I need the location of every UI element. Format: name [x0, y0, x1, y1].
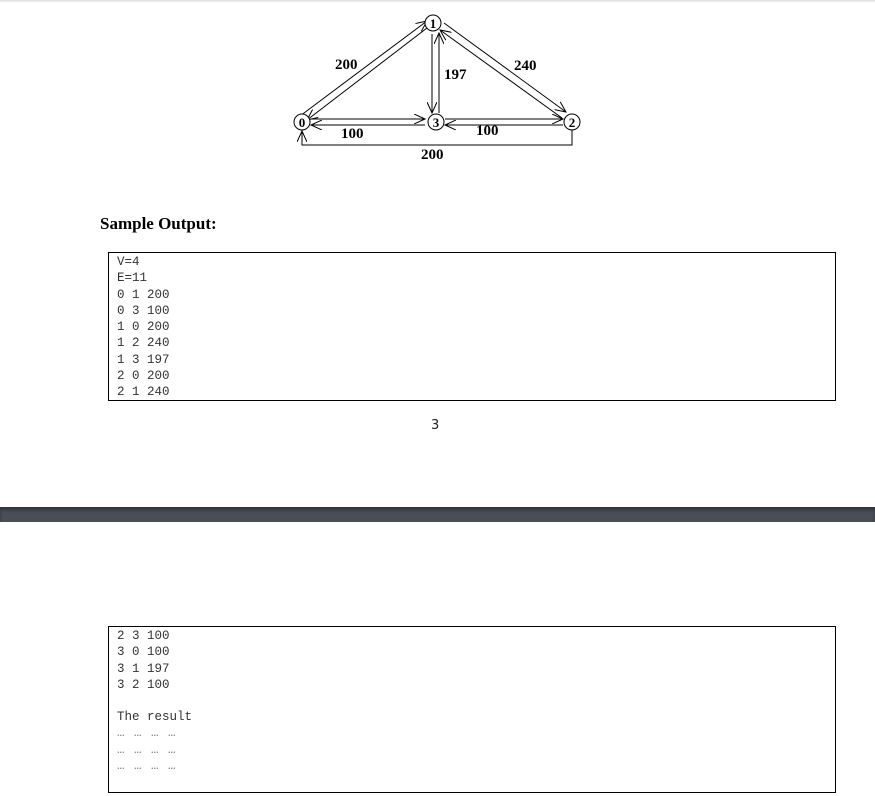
result-placeholder: … … … …	[117, 726, 177, 741]
output-line: 1 0 200	[117, 320, 170, 335]
output-line: 3 0 100	[117, 645, 170, 660]
node-3-label: 3	[432, 115, 440, 130]
node-0-label: 0	[298, 115, 306, 130]
edge-label-2-0: 200	[421, 147, 444, 163]
sample-output-box-part1	[108, 252, 836, 401]
edge-label-1-2: 240	[514, 58, 537, 74]
edge-label-0-1: 200	[335, 57, 358, 73]
node-2-label: 2	[568, 115, 576, 130]
result-placeholder: … … … …	[117, 742, 177, 757]
edge-0-1	[300, 21, 427, 116]
sample-output-heading: Sample Output:	[100, 214, 217, 233]
output-line: 3 1 197	[117, 661, 170, 676]
sample-output-box-part2	[108, 626, 836, 793]
output-line: 2 1 240	[117, 385, 170, 400]
blank-line	[117, 693, 835, 709]
graph-diagram	[0, 0, 875, 200]
page-number: 3	[431, 418, 440, 433]
output-line: 2 0 200	[117, 369, 170, 384]
output-line: 3 2 100	[117, 677, 170, 692]
node-0	[294, 114, 310, 130]
edge-label-1-3: 197	[444, 67, 467, 83]
output-line: 0 1 200	[117, 287, 170, 302]
output-line: 1 2 240	[117, 336, 170, 351]
edge-label-0-3: 100	[341, 126, 364, 142]
document-page-2	[0, 522, 875, 796]
output-line: 0 3 100	[117, 303, 170, 318]
output-line: 2 3 100	[117, 629, 170, 643]
edge-1-0	[307, 28, 427, 120]
node-1	[425, 15, 441, 31]
node-3	[428, 114, 444, 130]
result-label: The result	[117, 710, 193, 725]
result-placeholder: … … … …	[117, 759, 177, 774]
edge-label-3-2: 100	[476, 123, 499, 139]
page-separator	[0, 507, 875, 522]
node-1-label: 1	[429, 16, 437, 31]
node-2	[564, 114, 580, 130]
output-line: E=11	[117, 271, 148, 286]
output-line: 1 3 197	[117, 352, 170, 367]
output-line: V=4	[117, 255, 140, 269]
